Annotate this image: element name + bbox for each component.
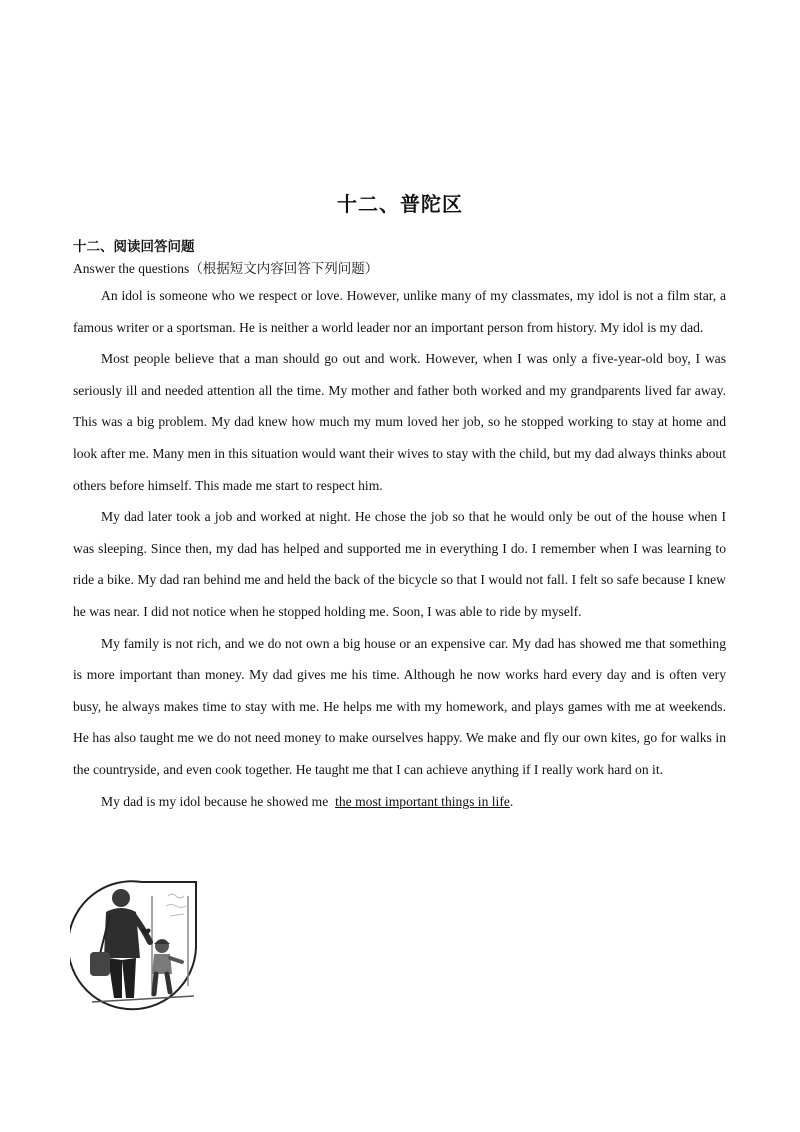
passage-paragraph-4: My family is not rich, and we do not own a big house or an expensive car. My dad has showed me that something is more important than money. My dad gives me his time. Although he now works hard every day and is often very busy, he always makes time to stay with me. He helps me with my homework, and plays games with me at weekends. He has also taught me we do not need money to make ourselves happy. We make and fly our own kites, go for walks in the countryside, and even cook together. He taught me that I can achieve anything if I really work hard on it. xyxy=(73,635,726,777)
passage-paragraph-5 xyxy=(73,786,726,818)
underlined-phrase: the most important things in life xyxy=(335,793,510,809)
passage-paragraph-1: An idol is someone who we respect or love. However, unlike many of my classmates, my idol is not a film star, a famous writer or a sportsman. He is neither a world leader nor an important person from history. My idol is my dad. xyxy=(73,288,726,335)
paragraph-5-end: . xyxy=(509,793,514,809)
section-heading: 十二、阅读回答问题 xyxy=(73,239,195,255)
instruction-text: Answer the questions（根据短文内容回答下列问题） xyxy=(73,261,379,276)
reading-passage xyxy=(73,280,726,817)
passage-paragraph-3: My dad later took a job and worked at night. He chose the job so that he would only be out of the house when I was sleeping. Since then, my dad has helped and supported me in everything I do. I remember when I was learning to ride a bike. My dad ran behind me and held the back of the bicycle so that I would not fall. I felt so safe because I knew he was near. I did not notice when he stopped holding me. Soon, I was able to ride by myself. xyxy=(73,509,726,619)
paragraph-5-lead: My dad is my idol because he showed me xyxy=(101,793,329,809)
father-and-child-icon xyxy=(70,876,215,1016)
passage-paragraph-2: Most people believe that a man should go out and work. However, when I was only a five-year-old boy, I was seriously ill and needed attention all the time. My mother and father both worked and my grandparents lived far away. This was a big problem. My dad knew how much my mum loved her job, so he stopped working to stay at home and look after me. Many men in this situation would want their wives to stay with the child, but my dad always thinks about others before himself. This made me start to respect him. xyxy=(73,351,726,493)
page-title: 十二、普陀区 xyxy=(337,192,463,216)
